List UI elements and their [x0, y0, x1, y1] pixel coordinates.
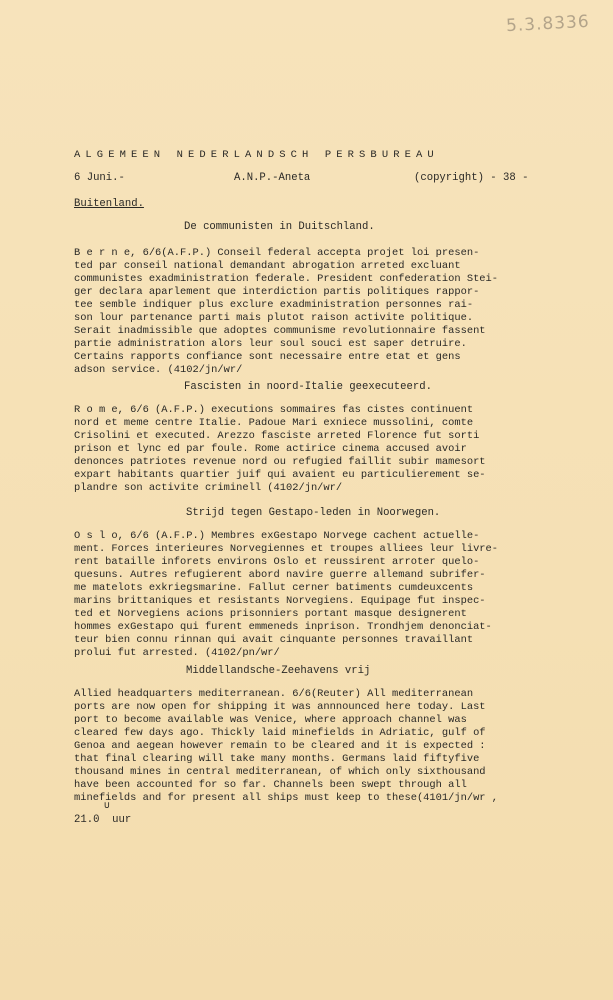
article-line: teur bien connu rinnan qui avait cinquante personnes travaillant — [74, 634, 474, 646]
article-line: prolui fut arrested. (4102/pn/wr/ — [74, 647, 280, 659]
article-title: De communisten in Duitschland. — [184, 221, 375, 233]
article-body — [74, 530, 594, 660]
article-line: plandre son activite criminell (4102/jn/wr/ — [74, 482, 343, 494]
article-line: quesuns. Autres refugierent abord navire guerre allemand subrifer- — [74, 569, 486, 581]
article-line: hommes exGestapo qui furent emmeneds inprison. Trondhjem denonciat- — [74, 621, 492, 633]
article-line: adson service. (4102/jn/wr/ — [74, 364, 243, 376]
article-line: ports are now open for shipping it was annnounced here today. Last — [74, 701, 486, 713]
article-line: son lour partenance parti mais plutot raison activite politique. — [74, 312, 474, 324]
article-title: Fascisten in noord-Italie geexecuteerd. — [184, 381, 432, 393]
date: 6 Juni.- — [74, 172, 125, 184]
time-stamp: 21.0 uur — [74, 814, 132, 826]
article-line: ted par conseil national demandant abrogation arreted excluant — [74, 260, 461, 272]
article-line: me matelots exkriegsmarine. Fallut cerner batiments cumdeuxcents — [74, 582, 474, 594]
archive-stamp: 5.3.8336 — [505, 11, 591, 37]
article-line: that final clearing will take many months. Germans laid fiftyfive — [74, 753, 480, 765]
article-line: expart habitants quartier juif qui avaient eu particulierement se- — [74, 469, 486, 481]
article-line: Crisolini et executed. Arezzo fasciste arreted Florence fut sorti — [74, 430, 480, 442]
article-line: O s l o, 6/6 (A.F.P.) Membres exGestapo Norvege cachent actuelle- — [74, 530, 480, 542]
article-line: B e r n e, 6/6(A.F.P.) Conseil federal accepta projet loi presen- — [74, 247, 480, 259]
copyright: (copyright) - 38 - — [414, 172, 529, 184]
article-line: Serait inadmissible que adoptes communisme revolutionnaire fassent — [74, 325, 486, 337]
article-line: R o m e, 6/6 (A.F.P.) executions sommaires fas cistes continuent — [74, 404, 474, 416]
article-line: have been accounted for so far. Channels been swept through all — [74, 779, 467, 791]
article-line: tee semble indiquer plus exclure exadministration personnes rai- — [74, 299, 474, 311]
article-line: minefields and for present all ships must keep to these(4101/jn/wr , — [74, 792, 499, 804]
article-line: denonces patriotes revenue nord ou refugied faillit subir mamesort — [74, 456, 486, 468]
handwritten-mark: ∪ — [104, 801, 111, 812]
article-title: Strijd tegen Gestapo-leden in Noorwegen. — [186, 507, 441, 519]
article-line: port to become available was Venice, where approach channel was — [74, 714, 467, 726]
article-line: prison et lync ed par foule. Rome actirice cinema accused avoir — [74, 443, 467, 455]
article-line: communistes exadministration federale. President confederation Stei- — [74, 273, 499, 285]
article-line: Allied headquarters mediterranean. 6/6(Reuter) All mediterranean — [74, 688, 474, 700]
article-line: cleared few days ago. Thickly laid minefields in Adriatic, gulf of — [74, 727, 486, 739]
article-line: Certains rapports confiance sont necessaire entre etat et gens — [74, 351, 461, 363]
article-body — [74, 404, 594, 495]
article-body — [74, 688, 594, 805]
article-title: Middellandsche-Zeehavens vrij — [186, 665, 371, 677]
section-heading: Buitenland. — [74, 198, 144, 210]
article-line: ger declara aparlement que interdiction partis politiques rappor- — [74, 286, 480, 298]
article-line: Genoa and aegean however remain to be cleared and it is expected : — [74, 740, 486, 752]
agency-header: ALGEMEEN NEDERLANDSCH PERSBUREAU — [74, 149, 439, 161]
source: A.N.P.-Aneta — [234, 172, 311, 184]
article-line: marins brittaniques et resistants Norvegiens. Equipage fut inspec- — [74, 595, 486, 607]
article-line: rent bataille inforets environs Oslo et reussirent arroter quelo- — [74, 556, 480, 568]
article-line: nord et meme centre Italie. Padoue Mari exniece mussolini, comte — [74, 417, 474, 429]
article-line: thousand mines in central mediterranean, of which only sixthousand — [74, 766, 486, 778]
article-line: ted et Norvegiens acions prisonniers portant masque designerent — [74, 608, 467, 620]
article-body — [74, 247, 594, 377]
article-line: partie administration alors leur soul souci est saper detruire. — [74, 338, 467, 350]
article-line: ment. Forces interieures Norvegiennes et troupes alliees leur livre- — [74, 543, 499, 555]
